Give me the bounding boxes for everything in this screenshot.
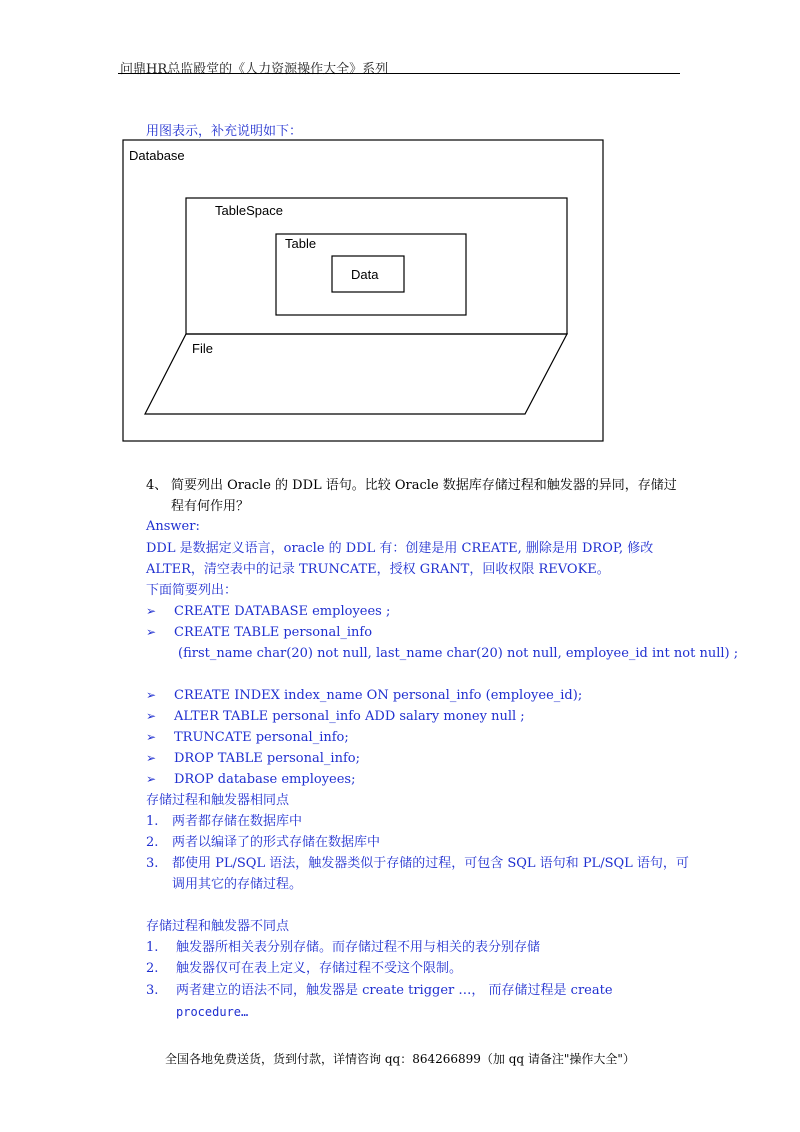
- list-number: 1.: [146, 940, 159, 955]
- file-label: File: [192, 341, 213, 356]
- bullet-item: CREATE TABLE personal_info: [174, 625, 373, 640]
- header-title: 问鼎HR总监殿堂的《人力资源操作大全》系列: [120, 62, 389, 77]
- question-number: 4、: [146, 478, 168, 493]
- list-item: 触发器所相关表分别存储。而存储过程不用与相关的表分别存储: [176, 940, 541, 955]
- answer-p2: 下面简要列出：: [146, 583, 238, 598]
- diff-points-title: 存储过程和触发器不同点: [146, 919, 290, 934]
- bullet-item: CREATE DATABASE employees ;: [174, 604, 391, 619]
- bullet-item: TRUNCATE personal_info;: [174, 730, 349, 745]
- list-item: 触发器仅可在表上定义，存储过程不受这个限制。: [176, 961, 463, 976]
- question-line-2: 程有何作用？: [171, 499, 250, 514]
- storage-diagram: [0, 0, 800, 460]
- page-footer: 全国各地免费送货，货到付款，详情咨询 qq：864266899（加 qq 请备注"操作大全"）: [165, 1052, 635, 1066]
- tablespace-label: TableSpace: [215, 203, 283, 218]
- list-item-continuation: procedure…: [176, 1005, 249, 1019]
- list-number: 3.: [146, 983, 159, 998]
- bullet-marker: ➢: [146, 625, 157, 639]
- answer-p1-line1: DDL 是数据定义语言，oracle 的 DDL 有：创建是用 CREATE, 删除是用 DROP, 修改: [146, 541, 654, 556]
- bullet-continuation: (first_name char(20) not null, last_name char(20) not null, employee_id int not null) ;: [178, 646, 739, 661]
- answer-label: Answer:: [146, 519, 200, 534]
- bullet-marker: ➢: [146, 604, 157, 618]
- diagram-caption: 用图表示，补充说明如下：: [146, 124, 303, 139]
- bullet-marker: ➢: [146, 709, 157, 723]
- list-number: 3.: [146, 856, 159, 871]
- bullet-item: CREATE INDEX index_name ON personal_info (employee_id);: [174, 688, 583, 703]
- database-label: Database: [129, 148, 185, 163]
- list-item: 两者以编译了的形式存储在数据库中: [172, 835, 381, 850]
- list-number: 1.: [146, 814, 159, 829]
- answer-p1-line2: ALTER，清空表中的记录 TRUNCATE，授权 GRANT，回收权限 REVOKE。: [146, 562, 610, 577]
- bullet-marker: ➢: [146, 751, 157, 765]
- bullet-item: DROP TABLE personal_info;: [174, 751, 360, 766]
- same-points-title: 存储过程和触发器相同点: [146, 793, 290, 808]
- data-label: Data: [351, 267, 379, 282]
- list-item: 两者建立的语法不同，触发器是 create trigger …， 而存储过程是 create: [176, 983, 613, 998]
- list-item-continuation: 调用其它的存储过程。: [172, 877, 303, 892]
- question-line-1: 简要列出 Oracle 的 DDL 语句。比较 Oracle 数据库存储过程和触发器的异同，存储过: [171, 478, 677, 493]
- list-number: 2.: [146, 835, 159, 850]
- bullet-marker: ➢: [146, 772, 157, 786]
- bullet-item: ALTER TABLE personal_info ADD salary money null ;: [174, 709, 525, 724]
- table-label: Table: [285, 236, 317, 251]
- list-item: 都使用 PL/SQL 语法，触发器类似于存储的过程，可包含 SQL 语句和 PL/SQL 语句，可: [172, 856, 689, 871]
- list-item: 两者都存储在数据库中: [172, 814, 303, 829]
- bullet-marker: ➢: [146, 688, 157, 702]
- bullet-marker: ➢: [146, 730, 157, 744]
- bullet-item: DROP database employees;: [174, 772, 356, 787]
- database-box: [123, 140, 603, 441]
- list-number: 2.: [146, 961, 159, 976]
- tablespace-box: [186, 198, 567, 334]
